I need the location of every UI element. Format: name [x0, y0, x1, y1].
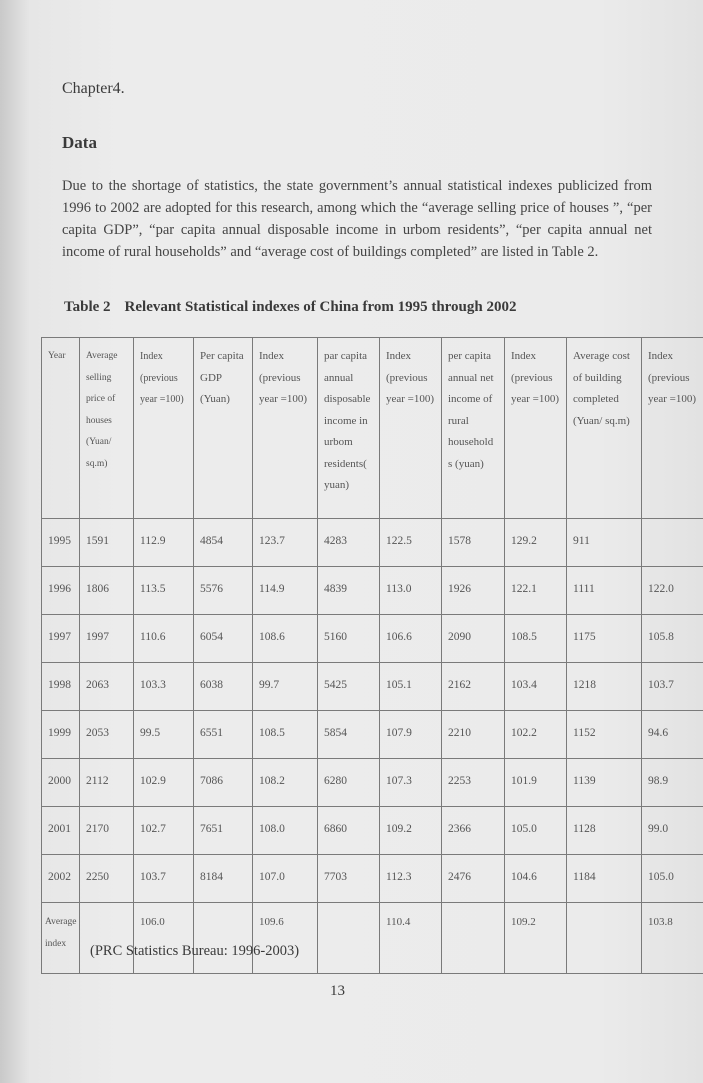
cell-gdp-index: 99.7: [253, 663, 318, 711]
table-row: [42, 567, 703, 615]
cell-urban-index: 122.5: [380, 519, 442, 567]
cell-urban-index: 112.3: [380, 855, 442, 903]
table-row: [42, 663, 703, 711]
cell-urban-income: 4283: [318, 519, 380, 567]
cell-urban-index: 113.0: [380, 567, 442, 615]
cell-urban-income: 5160: [318, 615, 380, 663]
cell-house-index: 102.9: [134, 759, 194, 807]
cell-year: 1998: [42, 663, 80, 711]
cell-avg: 109.6: [253, 903, 318, 974]
cell-urban-index: 107.3: [380, 759, 442, 807]
cell-building-index: 99.0: [642, 807, 703, 855]
cell-urban-income: 5425: [318, 663, 380, 711]
cell-building-index: 98.9: [642, 759, 703, 807]
cell-rural-index: 102.2: [505, 711, 567, 759]
cell-building-cost: 1184: [567, 855, 642, 903]
cell-house-price: 1997: [80, 615, 134, 663]
cell-house-price: 1591: [80, 519, 134, 567]
cell-building-index: 105.8: [642, 615, 703, 663]
cell-house-price: 2063: [80, 663, 134, 711]
header-cell: per capita annual net income of rural household s (yuan): [442, 338, 505, 519]
cell-rural-income: 2366: [442, 807, 505, 855]
cell-rural-income: 2476: [442, 855, 505, 903]
cell-urban-income: 4839: [318, 567, 380, 615]
cell-rural-income: 1578: [442, 519, 505, 567]
cell-building-cost: 1218: [567, 663, 642, 711]
header-cell: Index (previous year =100): [505, 338, 567, 519]
cell-urban-index: 107.9: [380, 711, 442, 759]
cell-gdp-index: 108.2: [253, 759, 318, 807]
cell-gdp: 6054: [194, 615, 253, 663]
cell-avg: [194, 903, 253, 974]
cell-year: 2001: [42, 807, 80, 855]
cell-urban-index: 106.6: [380, 615, 442, 663]
table-caption-label: Table 2: [64, 299, 111, 315]
cell-gdp: 7086: [194, 759, 253, 807]
cell-urban-income: 6280: [318, 759, 380, 807]
cell-avg: [80, 903, 134, 974]
cell-gdp: 6551: [194, 711, 253, 759]
header-cell: Index (previous year =100): [642, 338, 703, 519]
cell-year: 1997: [42, 615, 80, 663]
cell-gdp-index: 108.6: [253, 615, 318, 663]
cell-house-price: 1806: [80, 567, 134, 615]
cell-building-cost: 1152: [567, 711, 642, 759]
header-cell: Average selling price of houses (Yuan/ sq.m): [80, 338, 134, 519]
cell-rural-index: 108.5: [505, 615, 567, 663]
body-paragraph: Due to the shortage of statistics, the state government’s annual statistical indexes publicized from 1996 to 2002 are adopted for this research, among which the “average selling price of houses ”, “per capita GDP”, “par capita annual disposable income in urbom residents”, “per capita annual net income of rural households” and “average cost of buildings completed” are listed in Table 2.: [62, 178, 652, 260]
cell-gdp: 7651: [194, 807, 253, 855]
cell-gdp-index: 108.5: [253, 711, 318, 759]
cell-house-price: 2250: [80, 855, 134, 903]
cell-gdp: 6038: [194, 663, 253, 711]
cell-rural-index: 129.2: [505, 519, 567, 567]
table-row: [42, 807, 703, 855]
cell-rural-index: 103.4: [505, 663, 567, 711]
cell-gdp: 5576: [194, 567, 253, 615]
cell-house-index: 112.9: [134, 519, 194, 567]
cell-avg: [318, 903, 380, 974]
cell-building-index: 122.0: [642, 567, 703, 615]
cell-building-index: 105.0: [642, 855, 703, 903]
cell-avg: [442, 903, 505, 974]
cell-building-cost: 1111: [567, 567, 642, 615]
cell-rural-index: 105.0: [505, 807, 567, 855]
cell-urban-index: 109.2: [380, 807, 442, 855]
table-header-row: [42, 338, 703, 519]
cell-house-index: 113.5: [134, 567, 194, 615]
table-row: [42, 519, 703, 567]
cell-building-index: [642, 519, 703, 567]
cell-building-cost: 1128: [567, 807, 642, 855]
table-row: [42, 855, 703, 903]
cell-house-index: 99.5: [134, 711, 194, 759]
table-caption-text: Relevant Statistical indexes of China from 1995 through 2002: [124, 299, 517, 315]
cell-rural-income: 2210: [442, 711, 505, 759]
cell-gdp-index: 123.7: [253, 519, 318, 567]
header-cell: Index (previous year =100): [380, 338, 442, 519]
cell-urban-income: 5854: [318, 711, 380, 759]
cell-urban-income: 7703: [318, 855, 380, 903]
table-row: [42, 711, 703, 759]
cell-year: 1999: [42, 711, 80, 759]
cell-building-index: 103.7: [642, 663, 703, 711]
cell-rural-income: 2162: [442, 663, 505, 711]
table-row: [42, 615, 703, 663]
table-caption: [64, 299, 517, 316]
cell-year: 2002: [42, 855, 80, 903]
cell-gdp-index: 107.0: [253, 855, 318, 903]
cell-rural-index: 101.9: [505, 759, 567, 807]
cell-house-price: 2170: [80, 807, 134, 855]
header-cell: Per capita GDP (Yuan): [194, 338, 253, 519]
cell-gdp-index: 114.9: [253, 567, 318, 615]
header-cell: Year: [42, 338, 80, 519]
cell-house-price: 2112: [80, 759, 134, 807]
cell-rural-income: 2090: [442, 615, 505, 663]
cell-avg: [567, 903, 642, 974]
cell-avg-label: Average index: [42, 903, 80, 974]
table-row: [42, 759, 703, 807]
cell-year: 1995: [42, 519, 80, 567]
cell-building-cost: 911: [567, 519, 642, 567]
cell-building-cost: 1175: [567, 615, 642, 663]
header-cell: Average cost of building completed (Yuan/ sq.m): [567, 338, 642, 519]
cell-rural-index: 104.6: [505, 855, 567, 903]
cell-year: 2000: [42, 759, 80, 807]
cell-avg: 109.2: [505, 903, 567, 974]
statistics-table: [41, 337, 703, 974]
cell-house-index: 102.7: [134, 807, 194, 855]
cell-gdp: 4854: [194, 519, 253, 567]
chapter-label: Chapter4.: [62, 80, 125, 97]
cell-gdp: 8184: [194, 855, 253, 903]
cell-avg: 110.4: [380, 903, 442, 974]
cell-rural-income: 2253: [442, 759, 505, 807]
cell-building-index: 94.6: [642, 711, 703, 759]
cell-building-cost: 1139: [567, 759, 642, 807]
cell-house-index: 110.6: [134, 615, 194, 663]
header-cell: Index (previous year =100): [134, 338, 194, 519]
cell-rural-index: 122.1: [505, 567, 567, 615]
cell-avg: 103.8: [642, 903, 703, 974]
cell-urban-income: 6860: [318, 807, 380, 855]
table-average-row: [42, 903, 703, 974]
section-heading: Data: [62, 133, 97, 152]
cell-year: 1996: [42, 567, 80, 615]
cell-house-price: 2053: [80, 711, 134, 759]
cell-avg: 106.0: [134, 903, 194, 974]
cell-house-index: 103.7: [134, 855, 194, 903]
cell-rural-income: 1926: [442, 567, 505, 615]
cell-gdp-index: 108.0: [253, 807, 318, 855]
page-number: 13: [330, 983, 345, 999]
cell-urban-index: 105.1: [380, 663, 442, 711]
cell-house-index: 103.3: [134, 663, 194, 711]
header-cell: Index (previous year =100): [253, 338, 318, 519]
table-source-note: (PRC Statistics Bureau: 1996-2003): [90, 943, 300, 959]
header-cell: par capita annual disposable income in urbom residents( yuan): [318, 338, 380, 519]
